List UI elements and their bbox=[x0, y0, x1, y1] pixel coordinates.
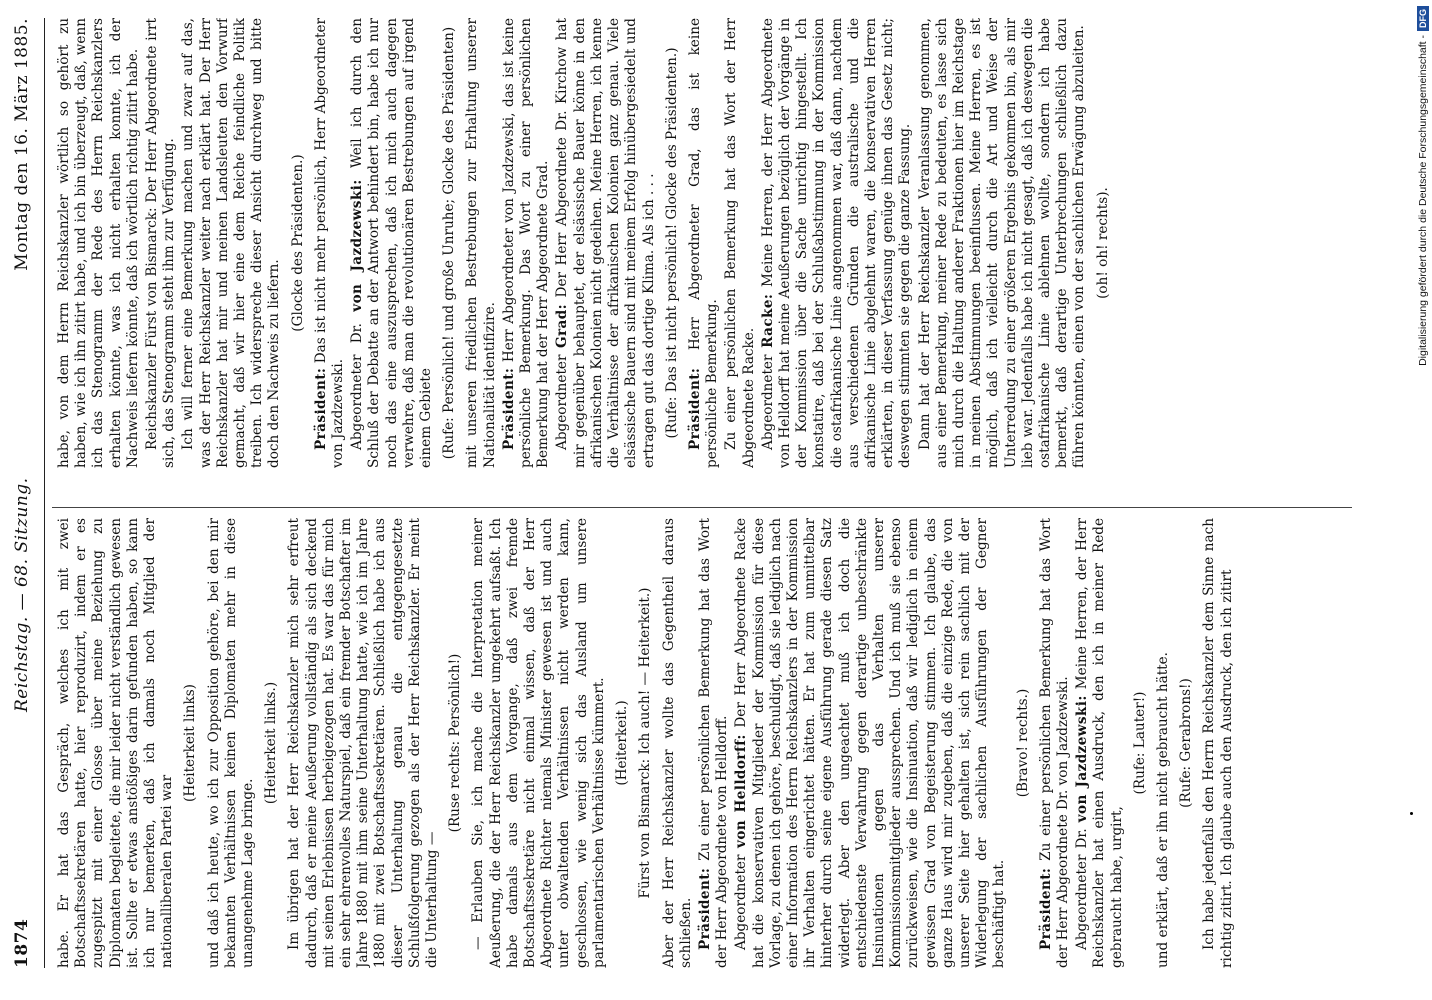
interjection: Fürst von Bismarck: Ich auch! — Heiterkeit.) bbox=[637, 587, 654, 899]
scan-speck bbox=[1410, 812, 1413, 815]
interjection: (Rufe: Das ist nicht persönlich! Glocke des Präsidenten.) bbox=[663, 47, 680, 439]
column-divider bbox=[52, 507, 1352, 508]
paragraph: Abgeordneter Dr. von Jazdzewski: Meine Herren, der Herr Reichskanzler hat einen Ausdruck, den ich in meiner Rede gebraucht habe, urgirt, bbox=[1074, 518, 1125, 968]
paragraph: Reichskanzler Fürst von Bismarck: Der Herr Abgeordnete irrt sich, das Stenogramm steht ihm zur Verfügung. bbox=[144, 18, 178, 468]
paragraph: Präsident: Zu einer persönlichen Bemerkung hat das Wort der Herr Abgeordnete Dr. von Jazdzewski. bbox=[1037, 518, 1071, 968]
paragraph: und erklärt, daß er ihn nicht gebraucht hätte. bbox=[1154, 652, 1171, 968]
side-credit bbox=[1414, 0, 1432, 1000]
paragraph: Ich will ferner eine Bemerkung machen und zwar auf das, was der Herr Reichskanzler weiter nach erklärt hat. Der Herr Reichskanzler hat mir und meinen Landsleuten den Vorwurf gemacht, daß wir hier eine dem Reiche feindliche Politik treiben. Ich widerspreche dieser Ansicht durchweg und bitte doch den Nachweis zu liefern. bbox=[180, 18, 283, 468]
dfg-logo: DFG bbox=[1417, 6, 1429, 31]
paragraph: und daß ich heute, wo ich zur Opposition gehöre, bei den mir bekannten Verhältnissen keinen Diplomaten mehr in diese unangenehme Lage bringe. bbox=[205, 518, 257, 968]
page-number: 1874 bbox=[12, 918, 32, 968]
paragraph: habe, von dem Herrn Reichskanzler wörtlich so gehört zu haben, wie ich ihn zitirt habe, und ich bin überzeugt, daß, wenn ich das Stenogramm der Rede des Herrn Reichskanzlers erhalten könnte, was ich nicht erhalten konnte, ich der Nachweis liefern könnte, daß ich wörtlich richtig zitirt habe. bbox=[56, 18, 141, 468]
paragraph: Ich habe jedenfalls den Herrn Reichskanzler dem Sinne nach richtig zitirt. Ich glaube auch den Ausdruck, den ich zitirt bbox=[1201, 518, 1235, 968]
left-text-column bbox=[56, 518, 1336, 968]
paragraph: — Erlauben Sie, ich mache die Interpretation meiner Aeußerung, die der Herr Reichskanzler umgekehrt aufsaßt. Ich habe damals aus dem Vorgange, daß zwei fremde Botschaftssekretäre nicht einmal wissen, daß der Herr Abgeordnete Richter niemals Minister gewesen ist und auch unter obwaltenden Verhältnissen nicht werden kann, geschlossen, wie wenig sich das Ausland um unsere parlamentarischen Verhältnisse kümmert. bbox=[470, 518, 607, 968]
paragraph: Präsident: Zu einer persönlichen Bemerkung hat das Wort der Herr Abgeordnete von Helldorff. bbox=[696, 518, 731, 968]
paragraph: mit unseren friedlichen Bestrebungen zur Erhaltung unserer Nationalität identifizire. bbox=[464, 18, 498, 468]
interjection: (Heiterkeit.) bbox=[614, 700, 631, 786]
paragraph: Zu einer persönlichen Bemerkung hat das Wort der Herr Abgeordnete Racke. bbox=[723, 18, 757, 468]
interjection: (Heiterkeit links) bbox=[182, 684, 199, 802]
paragraph: Präsident: Herr Abgeordneter von Jazdzewski, das ist keine persönliche Bemerkung. Das Wort zu einer persönlichen Bemerkung hat der Herr Abgeordnete Grad. bbox=[500, 18, 552, 468]
paragraph: Präsident: Herr Abgeordneter Grad, das ist keine persönliche Bemerkung. bbox=[686, 18, 721, 468]
interjection: (Rufe: Persönlich! und große Unruhe; Glocke des Präsidenten) bbox=[441, 26, 458, 460]
paragraph: Im übrigen hat der Herr Reichskanzler mich sehr erfreut dadurch, daß er meine Aeußerung vollständig als sich deckend mit seinen Erlebnissen herbeigezogen hat. Es war das für mich ein sehr ehrenvolles Naturspiel, daß ein fremder Botschafter im Jahre 1880 mit ihm seine Unterhaltung hatte, wie ich im Jahre 1880 mit zwei Botschaftssekretären. Schließlich habe ich aus dieser Unterhaltung genau die entgegengesetzte Schlußfolgerung gezogen als der Herr Reichskanzler. Er meint die Unterhaltung — bbox=[286, 518, 441, 968]
paragraph: Präsident: Das ist nicht mehr persönlich, Herr Abgeordneter von Jazdzewski. bbox=[312, 18, 347, 468]
paragraph: Abgeordneter Dr. von Jazdzewski: Weil ich durch den Schluß der Debatte an der Antwort behindert bin, habe ich nur noch das eine auszusprechen, daß ich mich auch dagegen verwehre, daß man die revolutionären Bestrebungen auf irgend einem Gebiete bbox=[349, 18, 435, 468]
interjection: (oh! oh! rechts). bbox=[1094, 187, 1111, 299]
session-date: Montag den 16. März 1885. bbox=[12, 18, 32, 271]
header-rule bbox=[44, 18, 45, 968]
side-credit-text: Digitalisierung gefördert durch die Deutsche Forschungsgemeinschaft - bbox=[1417, 35, 1429, 366]
paragraph: Abgeordneter von Helldorff: Der Herr Abgeordnete Racke hat die konservativen Mitglieder der Kommission für diese Vorlage, zu denen ich gehöre, beschuldigt, daß sie lediglich nach einer Information des Herrn Reichskanzlers in der Kommission ihr Verhalten eingerichtet hätten. Er hat zum unmittelbar hinterher durch seine eigene Ausführung gerade diesen Satz widerlegt. Aber den ungeachtet muß ich doch die entschiedenste Verwahrung gegen derartige unbeschränkte Insinuationen gegen das Verhalten unserer Kommissionsmitglieder aussprechen. Und ich muß sie ebenso zurückweisen, wie die Insinuation, daß wir lediglich in einem gewissen Grad von Begeisterung stimmen. Ich glaube, das ganze Haus wird mir zugeben, daß die einzige Rede, die von unserer Seite hier gehalten ist, sich rein sachlich mit der Widerlegung der sachlichen Ausführungen der Gegner beschäftigt hat. bbox=[733, 518, 1008, 968]
paragraph: Abgeordneter Grad: Der Herr Abgeordnete Dr. Kirchow hat mir gegenüber behauptet, der elsässische Bauer könne in den afrikanischen Kolonien nicht gedeihen. Meine Herren, ich kenne die Verhältnisse der afrikanischen Kolonien ganz genau. Viele elsässische Bauern sind mit meinem Erfolg hinübergesiedelt und ertragen gut das dortige Klima. Als ich . . . bbox=[554, 18, 657, 468]
paragraph: Dann hat der Herr Reichskanzler Veranlassung genommen, aus einer Bemerkung, meiner Rede zu bedeuten, es lasse sich mich durch die Haltung anderer Fraktionen hier im Reichstage in meinen Abstimmungen beeinflussen. Meine Herren, es ist möglich, daß ich vielleicht durch die Art und Weise der Unterredung zu einer größeren Ergebnis gekommen bin, als mir lieb war. Jedenfalls habe ich nicht gesagt, daß ich deswegen die ostafrikanische Linie ablehnen wollte, sondern ich habe bemerkt, daß derartige Unterbrechungen schließlich dazu führen könnten, einen von der sachlichen Erwägung abzuleiten. bbox=[916, 18, 1088, 468]
interjection: (Rufe: Lauter!) bbox=[1131, 691, 1148, 795]
running-title: Reichstag. — 68. Sitzung. bbox=[12, 477, 32, 712]
paragraph: Aber der Herr Reichskanzler wollte das Gegentheil daraus schließen. bbox=[660, 518, 694, 968]
paragraph: habe. Er hat das Gespräch, welches ich mit zwei Botschaftssekretären hatte, hier reproduzirt, indem er es zugespitzt mit einer Glosse über meine Beziehung zu Diplomaten begleitete, die mir leider nicht verständlich gewesen ist. Sollte er etwas anstößiges darin gefunden haben, so kann ich nur bemerken, daß ich damals noch Mitglied der nationalliberalen Partei war bbox=[56, 518, 176, 968]
interjection: (Glocke des Präsidenten.) bbox=[289, 154, 306, 332]
interjection: (Ruse rechts: Persönlich!) bbox=[447, 653, 464, 833]
interjection: (Rufe: Gerabrons!) bbox=[1178, 678, 1195, 808]
right-text-column bbox=[56, 18, 1336, 468]
interjection: (Heiterkeit links.) bbox=[263, 681, 280, 805]
paragraph: Abgeordneter Racke: Meine Herren, der Herr Abgeordnete von Helldorff hat meine Aeußerungen bezüglich der Vorgänge in der Kommission über die Sache unrichtig hingestellt. Ich konstatire, daß bei der Schlußabstimmung in der Kommission die ostafrikanische Linie angenommen war, daß dann, nachdem aus verschiedenen Gründen die australische und die afrikanische Linie abgelehnt waren, die konservativen Herren erklärten, in dieser Verfassung genüge ihnen das Gesetz nicht; deswegen stimmten sie gegen die ganze Fassung. bbox=[759, 18, 914, 468]
interjection: (Bravo! rechts.) bbox=[1014, 688, 1031, 798]
page-header bbox=[0, 18, 44, 968]
